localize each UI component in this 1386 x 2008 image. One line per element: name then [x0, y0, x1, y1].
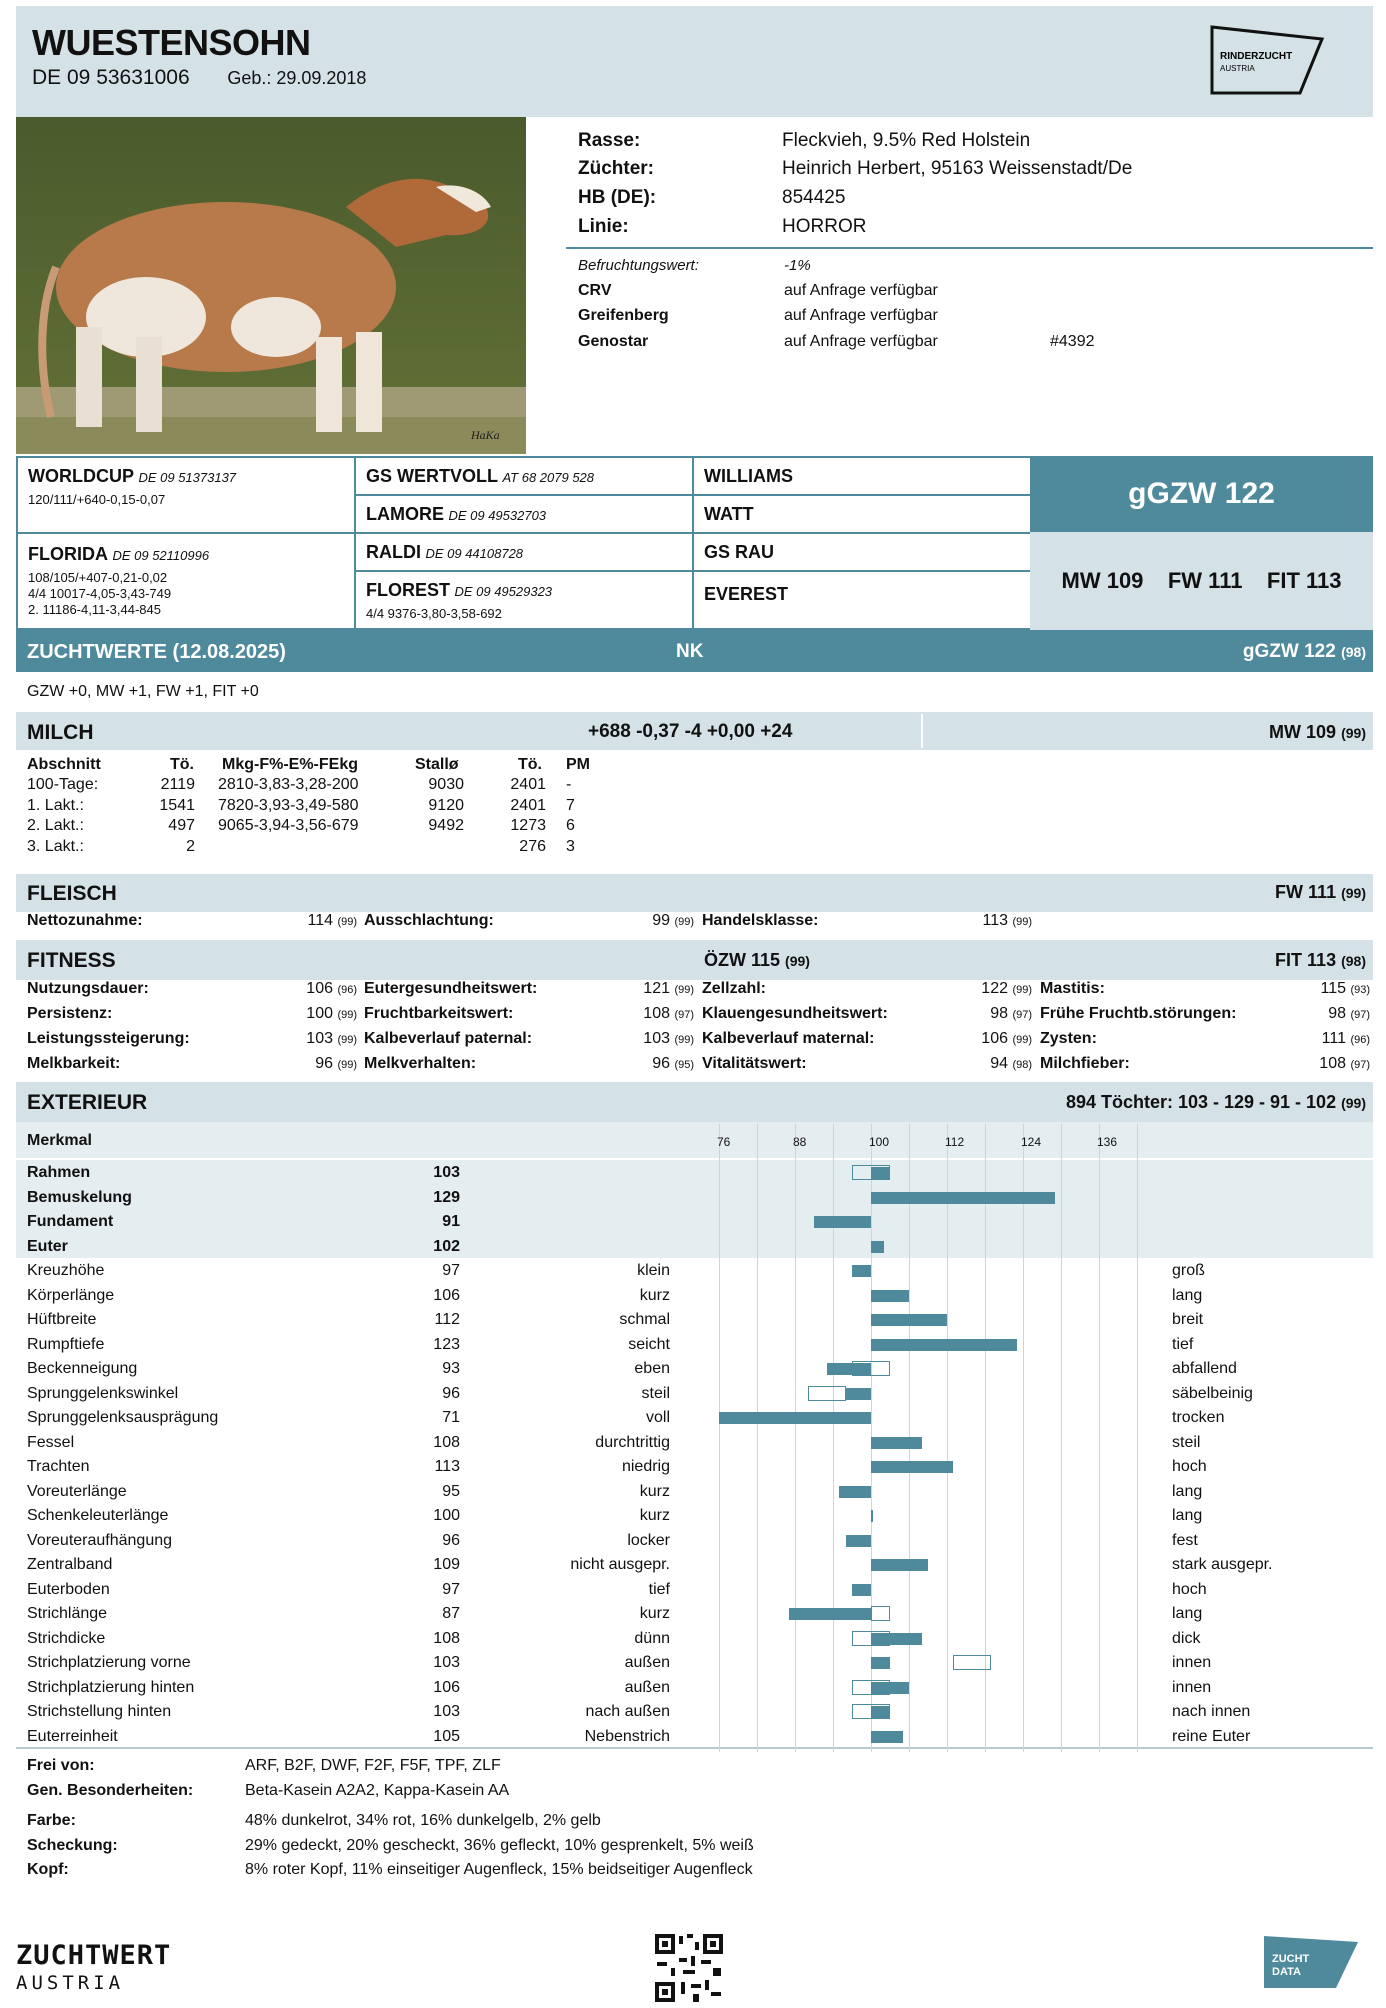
pedigree-dam-dam: FLOREST DE 09 49529323 4/4 9376-3,80-3,58-692 [354, 570, 694, 630]
trait-value: 96 [442, 1531, 460, 1549]
milk-cell: 276 [519, 837, 546, 855]
milk-cell: 2. Lakt.: [27, 817, 84, 834]
trait-bar [871, 1437, 922, 1449]
trait-high-label: tief [1172, 1335, 1194, 1353]
trait-value: 106 [433, 1286, 460, 1304]
trait-high-label: innen [1172, 1654, 1212, 1671]
crv-label: CRV [578, 282, 612, 299]
svg-text:ZUCHT: ZUCHT [1272, 1953, 1310, 1965]
trait-high-label: dick [1172, 1629, 1201, 1647]
fitness-label: Frühe Fruchtb.störungen: [1040, 1005, 1237, 1022]
trait-bar [839, 1486, 871, 1498]
trait-name: Rumpftiefe [27, 1335, 105, 1353]
fitness-value: 108 (97) [643, 1005, 694, 1022]
chart-gridline [1023, 1124, 1024, 1752]
info-label-linie: Linie: [578, 216, 629, 237]
milk-header-5: PM [566, 756, 590, 773]
trait-bar [871, 1241, 884, 1253]
trait-bar [871, 1657, 890, 1669]
milk-header-0: Abschnitt [27, 756, 101, 773]
trait-name: Strichstellung hinten [27, 1703, 172, 1720]
fitness-value: 103 (99) [643, 1030, 694, 1047]
pedigree-ssd: WATT [692, 494, 1032, 534]
trait-bar [871, 1314, 947, 1326]
greifenberg-label: Greifenberg [578, 307, 669, 324]
genostar-extra: #4392 [1050, 333, 1095, 350]
trait-bar [719, 1412, 871, 1424]
trait-name: Schenkeleuterlänge [27, 1507, 169, 1524]
trait-low-label: tief [648, 1580, 670, 1598]
chart-tick-label: 112 [944, 1135, 965, 1149]
genostar-value: auf Anfrage verfügbar [784, 333, 938, 350]
fleisch-label: Ausschlachtung: [364, 912, 494, 929]
milk-cell: 2810-3,83-3,28-200 [218, 776, 359, 793]
trait-low-label: kurz [639, 1507, 670, 1524]
fitness-value: 111 (96) [1321, 1030, 1370, 1047]
zuchtwerte-nk: NK [676, 641, 704, 662]
chart-gridline [795, 1124, 796, 1752]
fitness-label: Mastitis: [1040, 980, 1105, 997]
trait-name: Euter [27, 1237, 68, 1255]
trait-low-label: dünn [634, 1629, 670, 1647]
qr-code-icon [653, 1932, 725, 2004]
footer-label: Kopf: [27, 1861, 69, 1878]
trait-low-label: steil [641, 1384, 670, 1402]
pedigree-dam-sire: RALDI DE 09 44108728 [354, 532, 694, 572]
trait-bar [871, 1510, 873, 1522]
milk-cell: 9120 [428, 796, 464, 814]
trait-high-label: lang [1172, 1286, 1203, 1304]
trait-value: 97 [442, 1262, 460, 1279]
milk-cell: 1273 [510, 817, 546, 834]
trait-value: 95 [442, 1482, 460, 1500]
trait-low-label: eben [634, 1360, 670, 1377]
fitness-value: 98 (97) [1328, 1005, 1370, 1022]
fitness-label: Kalbeverlauf paternal: [364, 1030, 533, 1047]
trait-value: 103 [433, 1703, 460, 1720]
milk-cell: 1. Lakt.: [27, 796, 84, 814]
chart-gridline [757, 1124, 758, 1752]
trait-value: 103 [433, 1164, 460, 1181]
milk-cell: 497 [168, 817, 195, 834]
exterieur-divider [16, 1747, 1373, 1749]
trait-low-label: Nebenstrich [584, 1727, 670, 1745]
fleisch-label: Nettozunahme: [27, 912, 143, 929]
milk-cell: 3 [566, 837, 575, 855]
trait-high-label: groß [1172, 1262, 1205, 1279]
trait-bar [871, 1167, 890, 1179]
milk-header-1: Tö. [170, 756, 194, 773]
info-label-hb: HB (DE): [578, 187, 657, 208]
trait-high-label: breit [1172, 1311, 1204, 1328]
trait-value: 113 [434, 1458, 460, 1475]
fitness-label: Persistenz: [27, 1005, 113, 1022]
fitness-value: 115 (93) [1320, 980, 1370, 997]
info-value-linie: HORROR [782, 216, 867, 237]
trait-high-label: nach innen [1172, 1703, 1251, 1720]
index-summary: MW 109 FW 111 FIT 113 [1030, 532, 1373, 630]
milk-cell: 2 [186, 837, 195, 855]
trait-bar [852, 1265, 871, 1277]
photo-credit: HaKa [471, 428, 500, 442]
milk-header-3: Stallø [415, 756, 459, 773]
footer-label: Scheckung: [27, 1837, 118, 1854]
rinderzucht-austria-logo [1208, 23, 1326, 97]
trait-value: 123 [433, 1335, 460, 1353]
trait-low-label: klein [637, 1262, 670, 1279]
pedigree-sire-sire: GS WERTVOLL AT 68 2079 528 [354, 456, 694, 496]
info-value-hb: 854425 [782, 187, 846, 208]
trait-bar [846, 1535, 871, 1547]
trait-high-label: säbelbeinig [1172, 1384, 1253, 1402]
trait-name: Bemuskelung [27, 1188, 132, 1206]
fitness-value: 98 (97) [990, 1005, 1032, 1022]
zuchtwert-austria-sub: AUSTRIA [16, 1972, 125, 1994]
milk-header-4: Tö. [518, 756, 542, 773]
chart-tick-label: 136 [1096, 1135, 1118, 1149]
trait-high-label: fest [1172, 1531, 1198, 1549]
befruchtungswert-value: -1% [784, 257, 811, 274]
fitness-label: Nutzungsdauer: [27, 980, 149, 997]
trait-value: 93 [442, 1360, 460, 1377]
trait-value: 129 [433, 1188, 460, 1206]
trait-low-label: kurz [639, 1482, 670, 1500]
pedigree-dam: FLORIDA DE 09 52110996 108/105/+407-0,21-0,02 4/4 10017-4,05-3,43-749 2. 11186-4,11-3,44-845 [16, 532, 356, 630]
fitness-title: FITNESS [27, 949, 116, 972]
trait-bar [871, 1731, 903, 1743]
trait-name: Trachten [27, 1458, 90, 1475]
trait-name: Strichplatzierung hinten [27, 1678, 195, 1696]
fitness-oezw: ÖZW 115 (99) [704, 950, 810, 970]
milch-title: MILCH [27, 721, 94, 744]
exterieur-title: EXTERIEUR [27, 1091, 148, 1114]
trait-low-label: kurz [639, 1286, 670, 1304]
trait-name: Hüftbreite [27, 1311, 97, 1328]
milk-cell: - [566, 776, 572, 793]
info-label-rasse: Rasse: [578, 130, 641, 151]
trait-name: Voreuteraufhängung [27, 1531, 173, 1549]
trait-low-label: außen [624, 1678, 670, 1696]
trait-value: 109 [433, 1556, 460, 1573]
trait-low-label: kurz [639, 1605, 670, 1622]
exterieur-summary-band [16, 1160, 1373, 1258]
trait-high-label: abfallend [1172, 1360, 1237, 1377]
zuchtdata-logo [1262, 1932, 1362, 1992]
fitness-value: 106 (96) [306, 980, 357, 997]
chart-gridline [1137, 1124, 1138, 1752]
footer-label: Farbe: [27, 1812, 76, 1829]
chart-gridline [1099, 1124, 1100, 1752]
zuchtwerte-ggzw: gGZW 122 (98) [1242, 641, 1366, 662]
fleisch-band [16, 874, 1373, 912]
zuchtwerte-title: ZUCHTWERTE (12.08.2025) [27, 641, 286, 663]
trait-bar [871, 1461, 953, 1473]
crv-value: auf Anfrage verfügbar [784, 282, 938, 299]
chart-tick-label: 124 [1020, 1135, 1042, 1149]
trait-value: 100 [433, 1507, 460, 1524]
ggzw-box: gGZW 122 [1030, 456, 1373, 532]
trait-value: 97 [442, 1580, 460, 1598]
chart-tick-label: 88 [793, 1135, 807, 1149]
bull-name: WUESTENSOHN [32, 22, 311, 63]
milk-cell: 2119 [160, 776, 195, 793]
trait-low-label: nicht ausgepr. [570, 1556, 670, 1573]
fitness-value: 103 (99) [306, 1030, 357, 1047]
trait-name: Zentralband [27, 1556, 113, 1573]
genostar-label: Genostar [578, 333, 649, 350]
trait-name: Beckenneigung [27, 1360, 138, 1377]
exterieur-summary: 894 Töchter: 103 - 129 - 91 - 102 (99) [1065, 1092, 1366, 1112]
pedigree-dds: EVEREST [692, 570, 1032, 630]
fitness-band [16, 940, 1373, 980]
trait-bar [814, 1216, 871, 1228]
trait-value: 71 [442, 1409, 460, 1426]
trait-high-label: lang [1172, 1507, 1203, 1524]
trait-high-label: innen [1172, 1678, 1212, 1696]
fitness-label: Vitalitätswert: [702, 1055, 807, 1072]
registration-number: DE 09 53631006 [32, 66, 190, 89]
milk-cell: 6 [566, 817, 575, 834]
trait-low-label: niedrig [621, 1458, 670, 1475]
trait-name: Fessel [27, 1433, 75, 1451]
trait-name: Strichplatzierung vorne [27, 1654, 191, 1671]
info-value-zuechter: Heinrich Herbert, 95163 Weissenstadt/De [782, 158, 1133, 179]
milk-header-2: Mkg-F%-E%-FEkg [222, 756, 358, 773]
trait-name: Rahmen [27, 1164, 91, 1181]
trait-value: 102 [433, 1237, 460, 1255]
fitness-label: Milchfieber: [1040, 1055, 1130, 1072]
pedigree-sss: WILLIAMS [692, 456, 1032, 496]
trait-high-label: reine Euter [1172, 1727, 1251, 1745]
trait-bar [871, 1706, 890, 1718]
pedigree-sire-dam: LAMORE DE 09 49532703 [354, 494, 694, 534]
fitness-value: 122 (99) [981, 980, 1032, 997]
milk-cell: 9065-3,94-3,56-679 [218, 817, 359, 834]
trait-name: Voreuterlänge [27, 1482, 127, 1500]
fleisch-label: Handelsklasse: [702, 912, 819, 929]
daughter-range-box [871, 1606, 890, 1621]
fitness-label: Zysten: [1040, 1030, 1097, 1047]
trait-name: Fundament [27, 1213, 114, 1230]
trait-name: Körperlänge [27, 1286, 115, 1304]
trait-value: 106 [433, 1678, 460, 1696]
fleisch-value: 113 (99) [982, 912, 1032, 929]
chart-gridline [719, 1124, 720, 1752]
trait-name: Euterboden [27, 1580, 110, 1598]
greifenberg-value: auf Anfrage verfügbar [784, 307, 938, 324]
footer-label: Frei von: [27, 1757, 95, 1774]
trait-low-label: voll [645, 1409, 670, 1426]
info-label-zuechter: Züchter: [578, 158, 654, 179]
fleisch-title: FLEISCH [27, 882, 117, 905]
fitness-value: 94 (98) [990, 1055, 1032, 1072]
fitness-label: Klauengesundheitswert: [702, 1005, 888, 1022]
trait-bar [871, 1559, 928, 1571]
trait-high-label: hoch [1172, 1458, 1207, 1475]
daughter-range-box [808, 1386, 846, 1401]
fitness-label: Leistungssteigerung: [27, 1030, 190, 1047]
merkmal-header-band [16, 1122, 1373, 1158]
fitness-value: 106 (99) [981, 1030, 1032, 1047]
info-value-rasse: Fleckvieh, 9.5% Red Holstein [782, 130, 1031, 151]
fitness-value: 100 (99) [306, 1005, 357, 1022]
trait-value: 105 [433, 1727, 460, 1745]
milch-mw: MW 109 (99) [1269, 722, 1366, 742]
trait-high-label: stark ausgepr. [1172, 1556, 1273, 1573]
zuchtwerte-changes: GZW +0, MW +1, FW +1, FIT +0 [27, 683, 259, 700]
svg-text:RINDERZUCHT: RINDERZUCHT [1220, 51, 1293, 62]
trait-low-label: durchtrittig [595, 1433, 670, 1451]
milk-cell: 7 [566, 796, 575, 814]
trait-name: Euterreinheit [27, 1727, 118, 1745]
trait-bar [871, 1192, 1055, 1204]
fitness-label: Eutergesundheitswert: [364, 980, 538, 997]
milk-cell: 2401 [510, 776, 546, 793]
trait-value: 96 [442, 1384, 460, 1402]
trait-bar [827, 1363, 871, 1375]
daughter-range-box [953, 1655, 991, 1670]
fleisch-value: 99 (99) [652, 912, 694, 929]
befruchtungswert-label: Befruchtungswert: [578, 257, 699, 274]
chart-gridline [947, 1124, 948, 1752]
pedigree-sire: WORLDCUP DE 09 51373137 120/111/+640-0,15-0,07 [16, 456, 356, 534]
pedigree-dss: GS RAU [692, 532, 1032, 572]
trait-bar [871, 1339, 1017, 1351]
trait-name: Sprunggelenksausprägung [27, 1409, 219, 1426]
milk-cell: 1541 [159, 796, 195, 814]
fitness-value: 96 (95) [652, 1055, 694, 1072]
footer-value: Beta-Kasein A2A2, Kappa-Kasein AA [245, 1782, 510, 1799]
trait-high-label: steil [1172, 1433, 1201, 1451]
bull-photo [16, 117, 526, 454]
milk-cell: 9492 [428, 817, 464, 834]
trait-value: 91 [442, 1213, 460, 1230]
trait-high-label: lang [1172, 1482, 1203, 1500]
milch-summary: +688 -0,37 -4 +0,00 +24 [588, 721, 793, 742]
trait-low-label: außen [624, 1654, 670, 1671]
zuchtwert-austria-brand: ZUCHTWERT [16, 1940, 172, 1971]
trait-value: 87 [442, 1605, 460, 1622]
trait-low-label: schmal [619, 1311, 670, 1328]
fitness-value: 96 (99) [315, 1055, 357, 1072]
fitness-label: Melkbarkeit: [27, 1055, 121, 1072]
trait-value: 108 [433, 1629, 460, 1647]
chart-tick-label: 76 [717, 1135, 731, 1149]
trait-value: 103 [433, 1654, 460, 1671]
svg-text:AUSTRIA: AUSTRIA [1220, 64, 1255, 73]
trait-value: 112 [434, 1311, 460, 1328]
trait-name: Kreuzhöhe [27, 1262, 105, 1279]
fitness-fit: FIT 113 (98) [1275, 950, 1366, 970]
milk-cell: 3. Lakt.: [27, 837, 84, 855]
trait-high-label: lang [1172, 1605, 1203, 1622]
footer-label: Gen. Besonderheiten: [27, 1782, 194, 1799]
fitness-label: Kalbeverlauf maternal: [702, 1030, 875, 1047]
fitness-label: Fruchtbarkeitswert: [364, 1005, 514, 1022]
fleisch-value: 114 (99) [307, 912, 357, 929]
svg-text:DATA: DATA [1272, 1966, 1301, 1978]
trait-bar [789, 1608, 871, 1620]
info-divider [566, 247, 1373, 249]
trait-bar [871, 1290, 909, 1302]
trait-low-label: locker [627, 1531, 670, 1549]
milk-cell: 7820-3,93-3,49-580 [218, 796, 359, 814]
footer-value: 48% dunkelrot, 34% rot, 16% dunkelgelb, 2% gelb [245, 1812, 601, 1829]
trait-low-label: nach außen [585, 1703, 670, 1720]
trait-name: Strichdicke [27, 1629, 106, 1647]
fitness-value: 108 (97) [1319, 1055, 1370, 1072]
fitness-label: Zellzahl: [702, 980, 767, 997]
trait-bar [852, 1584, 871, 1596]
merkmal-label: Merkmal [27, 1132, 92, 1149]
footer-value: ARF, B2F, DWF, F2F, F5F, TPF, ZLF [245, 1757, 501, 1774]
fleisch-fw: FW 111 (99) [1275, 882, 1366, 902]
trait-high-label: hoch [1172, 1580, 1207, 1598]
fitness-value: 121 (99) [643, 980, 694, 997]
trait-name: Sprunggelenkswinkel [27, 1384, 179, 1402]
trait-bar [871, 1682, 909, 1694]
trait-name: Strichlänge [27, 1605, 108, 1622]
chart-tick-label: 100 [869, 1135, 890, 1149]
trait-bar [871, 1633, 922, 1645]
trait-bar [846, 1388, 871, 1400]
trait-value: 108 [433, 1433, 460, 1451]
milk-cell: 2401 [510, 796, 546, 814]
birth-date: Geb.: 29.09.2018 [227, 68, 367, 88]
fitness-label: Melkverhalten: [364, 1055, 477, 1072]
footer-value: 8% roter Kopf, 11% einseitiger Augenfleck, 15% beidseitiger Augenfleck [245, 1861, 753, 1878]
trait-high-label: trocken [1172, 1409, 1225, 1426]
trait-low-label: seicht [628, 1335, 670, 1353]
footer-value: 29% gedeckt, 20% gescheckt, 36% gefleckt, 10% gesprenkelt, 5% weiß [245, 1837, 754, 1854]
milk-cell: 9030 [428, 776, 464, 793]
chart-gridline [1061, 1124, 1062, 1752]
milk-cell: 100-Tage: [27, 776, 99, 793]
registration-line [32, 66, 366, 90]
